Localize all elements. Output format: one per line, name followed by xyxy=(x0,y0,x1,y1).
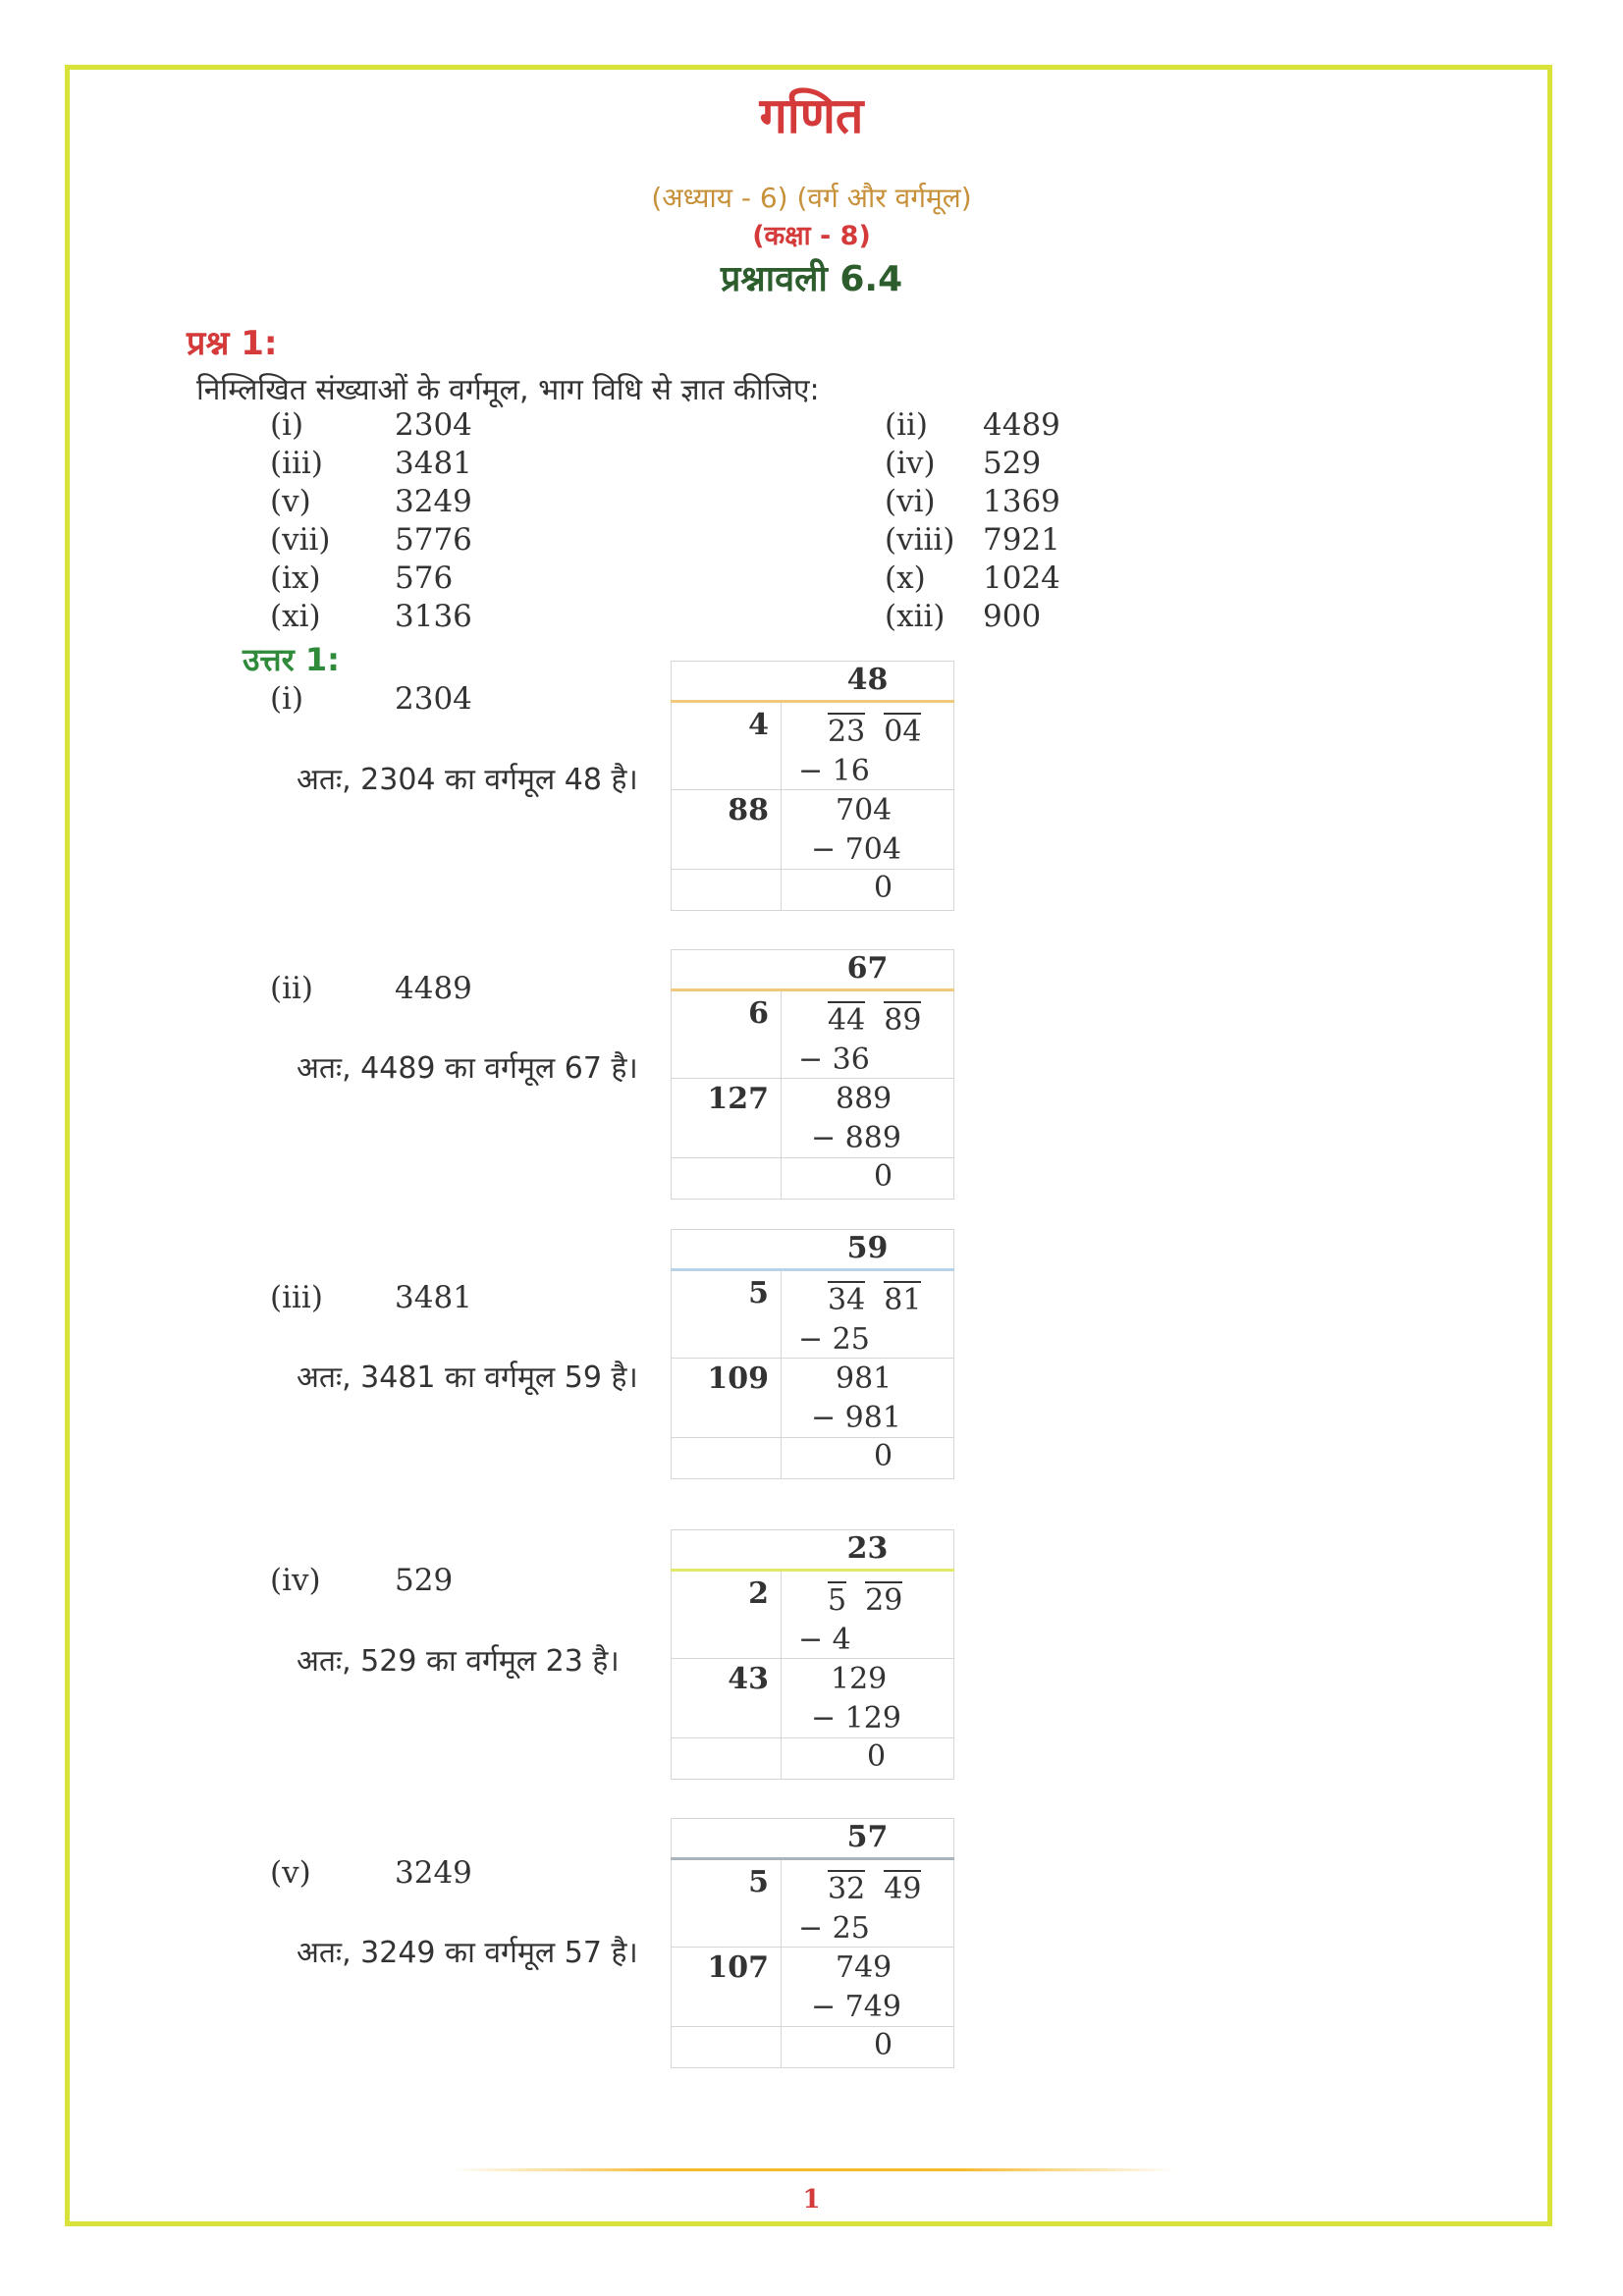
item-number: (iv) xyxy=(885,446,936,481)
divisor: 127 xyxy=(707,1082,769,1116)
question-heading: प्रश्न 1: xyxy=(187,324,278,363)
digit-pair: 04 xyxy=(884,715,922,749)
part-number: (ii) xyxy=(270,971,314,1006)
item-value: 1369 xyxy=(983,484,1060,519)
item-number: (x) xyxy=(885,561,926,596)
dividend-pairs xyxy=(828,715,921,749)
subtrahend: − 25 xyxy=(798,1911,870,1946)
part-value: 2304 xyxy=(395,681,472,717)
item-number: (i) xyxy=(270,407,304,443)
subtrahend: − 749 xyxy=(811,1990,901,2024)
long-division-table xyxy=(671,661,954,911)
item-value: 4489 xyxy=(983,407,1060,443)
digit-pair: 89 xyxy=(884,1003,922,1038)
divisor: 43 xyxy=(728,1662,769,1696)
digit-pair: 23 xyxy=(828,715,866,749)
digit-pair: 44 xyxy=(828,1003,866,1038)
quotient: 48 xyxy=(846,663,889,697)
divisor: 107 xyxy=(707,1950,769,1985)
quotient: 57 xyxy=(846,1820,889,1854)
part-value: 4489 xyxy=(395,971,472,1006)
question-text: निम्लिखित संख्याओं के वर्गमूल, भाग विधि से ज्ञात कीजिए: xyxy=(196,373,820,407)
subtrahend: − 25 xyxy=(798,1322,870,1357)
item-value: 3136 xyxy=(395,599,472,634)
digit-pair: 81 xyxy=(884,1283,922,1317)
answer-conclusion: अतः, 3481 का वर्गमूल 59 है। xyxy=(297,1361,638,1395)
part-number: (iv) xyxy=(270,1563,321,1598)
dividend-pairs xyxy=(828,1003,921,1038)
long-division-table xyxy=(671,949,954,1200)
divisor: 88 xyxy=(728,793,769,828)
item-value: 5776 xyxy=(395,522,472,558)
answer-conclusion: अतः, 3249 का वर्गमूल 57 है। xyxy=(297,1936,638,1970)
part-value: 3481 xyxy=(395,1280,472,1315)
item-value: 576 xyxy=(395,561,454,596)
page-number: 1 xyxy=(802,2185,821,2215)
item-value: 3481 xyxy=(395,446,472,481)
dividend-pairs xyxy=(828,1583,902,1618)
part-value: 3249 xyxy=(395,1855,472,1891)
class-subtitle: (कक्षा - 8) xyxy=(752,221,871,251)
digit-pair: 34 xyxy=(828,1283,866,1317)
digit-pair: 32 xyxy=(828,1872,866,1906)
part-number: (v) xyxy=(270,1855,311,1891)
item-value: 529 xyxy=(983,446,1042,481)
subtrahend: − 129 xyxy=(811,1701,901,1735)
chapter-subtitle: (अध्याय - 6) (वर्ग और वर्गमूल) xyxy=(651,182,972,214)
item-number: (ix) xyxy=(270,561,321,596)
item-value: 3249 xyxy=(395,484,472,519)
item-value: 900 xyxy=(983,599,1042,634)
subtrahend: − 704 xyxy=(811,832,901,867)
subtrahend: − 36 xyxy=(798,1042,870,1077)
answer-heading: उत्तर 1: xyxy=(243,641,340,678)
item-value: 1024 xyxy=(983,561,1060,596)
digit-pair: 29 xyxy=(865,1583,903,1618)
item-value: 2304 xyxy=(395,407,472,443)
remainder-step: 704 xyxy=(836,793,893,828)
subtrahend: − 889 xyxy=(811,1121,901,1155)
item-number: (iii) xyxy=(270,446,323,481)
item-number: (xi) xyxy=(270,599,321,634)
item-number: (xii) xyxy=(885,599,946,634)
footer-divider xyxy=(452,2168,1178,2171)
remainder: 0 xyxy=(874,871,893,905)
remainder: 0 xyxy=(874,1439,893,1473)
remainder-step: 129 xyxy=(831,1662,888,1696)
remainder: 0 xyxy=(874,1159,893,1194)
quotient: 23 xyxy=(846,1531,889,1566)
digit-pair: 5 xyxy=(828,1583,847,1618)
item-number: (vi) xyxy=(885,484,936,519)
remainder-step: 981 xyxy=(836,1362,893,1396)
long-division-table xyxy=(671,1229,954,1479)
subtrahend: − 4 xyxy=(798,1623,851,1657)
divisor: 2 xyxy=(748,1576,769,1611)
answer-conclusion: अतः, 4489 का वर्गमूल 67 है। xyxy=(297,1051,638,1086)
divisor: 109 xyxy=(707,1362,769,1396)
remainder: 0 xyxy=(867,1739,887,1774)
part-number: (i) xyxy=(270,681,304,717)
answer-conclusion: अतः, 2304 का वर्गमूल 48 है। xyxy=(297,763,638,797)
quotient: 59 xyxy=(846,1231,889,1265)
subtrahend: − 981 xyxy=(811,1401,901,1435)
divisor: 5 xyxy=(748,1276,769,1310)
digit-pair: 49 xyxy=(884,1872,922,1906)
part-number: (iii) xyxy=(270,1280,323,1315)
quotient: 67 xyxy=(846,951,889,986)
divisor: 4 xyxy=(748,708,769,742)
item-number: (vii) xyxy=(270,522,331,558)
remainder-step: 889 xyxy=(836,1082,893,1116)
dividend-pairs xyxy=(828,1283,921,1317)
item-value: 7921 xyxy=(983,522,1060,558)
dividend-pairs xyxy=(828,1872,921,1906)
exercise-title: प्रश्नावली 6.4 xyxy=(720,259,903,299)
item-number: (ii) xyxy=(885,407,929,443)
divisor: 5 xyxy=(748,1865,769,1899)
divisor: 6 xyxy=(748,996,769,1031)
page-title: गणित xyxy=(759,87,864,144)
long-division-table xyxy=(671,1818,954,2068)
subtrahend: − 16 xyxy=(798,754,870,788)
answer-conclusion: अतः, 529 का वर्गमूल 23 है। xyxy=(297,1644,620,1679)
remainder: 0 xyxy=(874,2028,893,2062)
remainder-step: 749 xyxy=(836,1950,893,1985)
long-division-table xyxy=(671,1529,954,1780)
part-value: 529 xyxy=(395,1563,454,1598)
item-number: (v) xyxy=(270,484,311,519)
item-number: (viii) xyxy=(885,522,955,558)
